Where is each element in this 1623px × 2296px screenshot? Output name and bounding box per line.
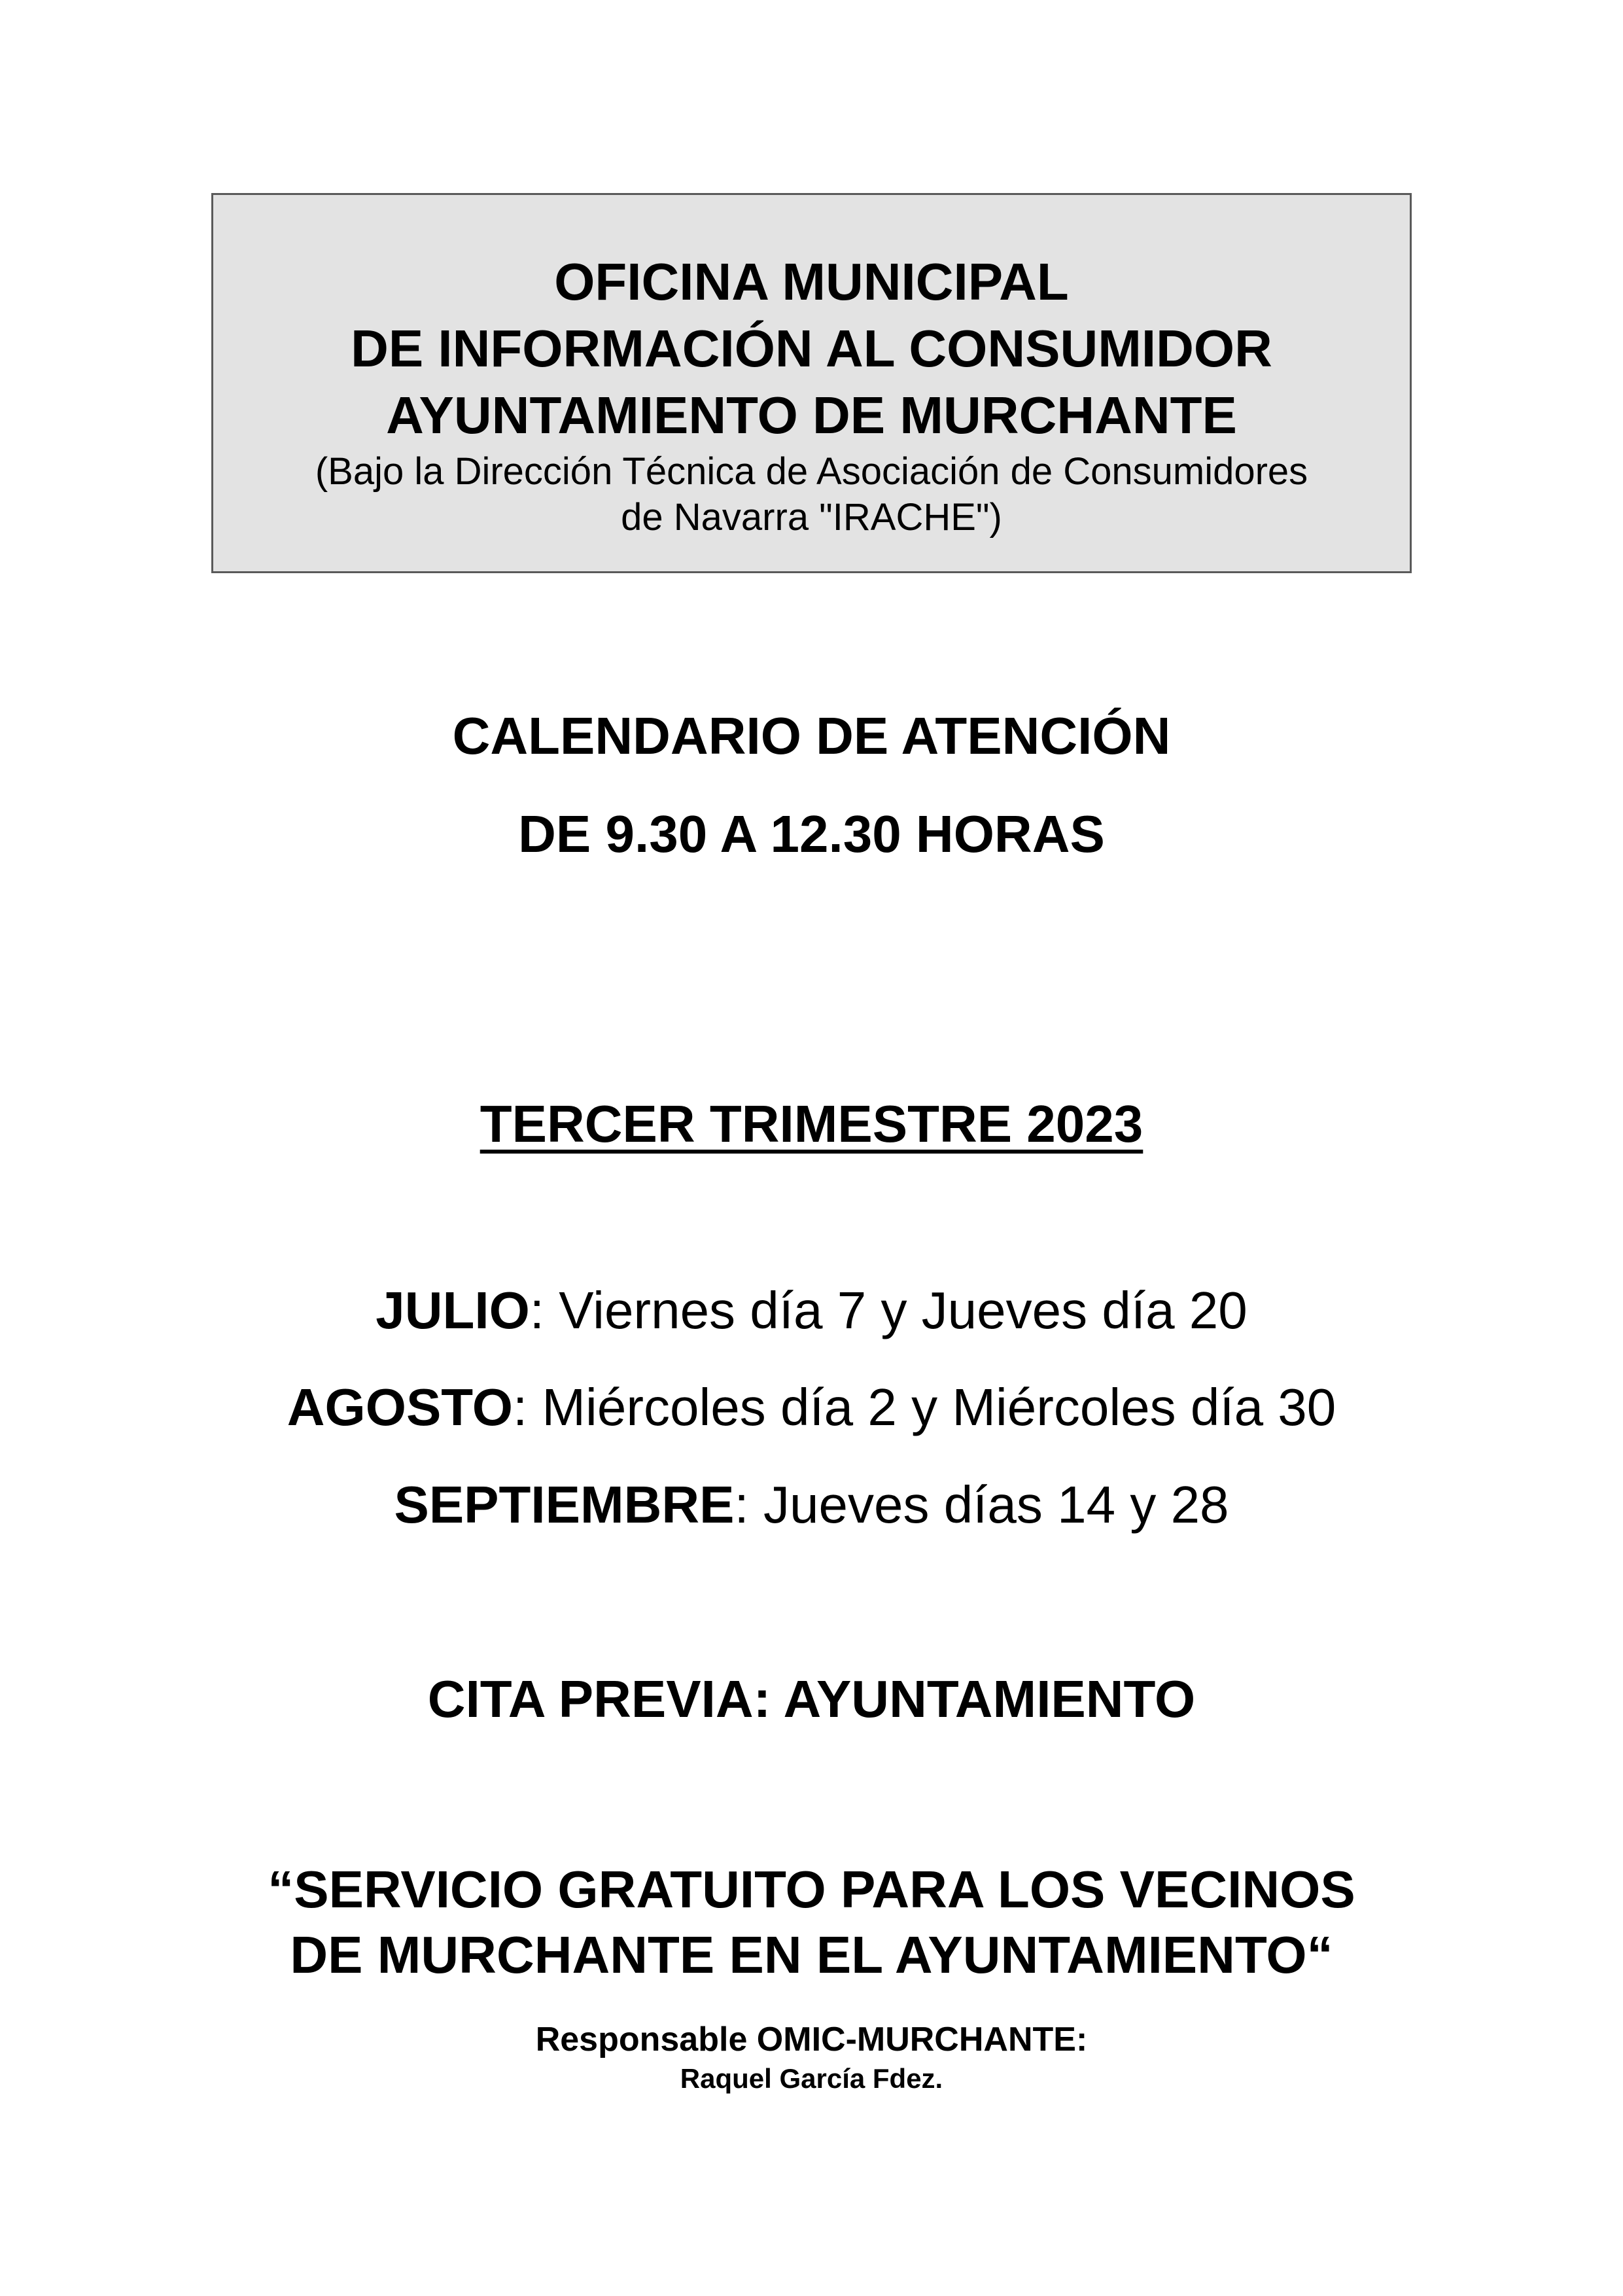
header-subtitle: (Bajo la Dirección Técnica de Asociación de Consumidores de Navarra "IRACHE") xyxy=(315,450,1308,539)
hours-line: DE 9.30 A 12.30 HORAS xyxy=(518,805,1105,863)
calendar-title: CALENDARIO DE ATENCIÓN xyxy=(452,707,1171,765)
header-title-line-3: AYUNTAMIENTO DE MURCHANTE xyxy=(386,386,1237,444)
month-name: SEPTIEMBRE xyxy=(394,1475,735,1534)
month-days: : Jueves días 14 y 28 xyxy=(734,1475,1229,1534)
appointment-line: CITA PREVIA: AYUNTAMIENTO xyxy=(427,1670,1196,1728)
service-line-1: “SERVICIO GRATUITO PARA LOS VECINOS xyxy=(268,1860,1355,1918)
quarter-heading-text: TERCER TRIMESTRE 2023 xyxy=(480,1095,1143,1153)
month-days: : Viernes día 7 y Jueves día 20 xyxy=(529,1281,1248,1339)
header-title-line-2: DE INFORMACIÓN AL CONSUMIDOR xyxy=(351,319,1272,378)
month-row-agosto xyxy=(0,1375,1623,1440)
month-name: JULIO xyxy=(375,1281,530,1339)
responsible-label: Responsable OMIC-MURCHANTE: xyxy=(535,2021,1088,2058)
quarter-heading xyxy=(0,1091,1623,1157)
month-days: : Miércoles día 2 y Miércoles día 30 xyxy=(512,1378,1336,1436)
header-lines xyxy=(213,249,1410,540)
responsible-name: Raquel García Fdez. xyxy=(680,2063,943,2094)
month-row-septiembre xyxy=(0,1472,1623,1538)
service-line-2: DE MURCHANTE EN EL AYUNTAMIENTO“ xyxy=(290,1926,1333,1984)
month-name: AGOSTO xyxy=(287,1378,513,1436)
header-title-line-1: OFICINA MUNICIPAL xyxy=(554,253,1069,311)
header-box xyxy=(211,193,1412,573)
month-row-julio xyxy=(0,1278,1623,1343)
